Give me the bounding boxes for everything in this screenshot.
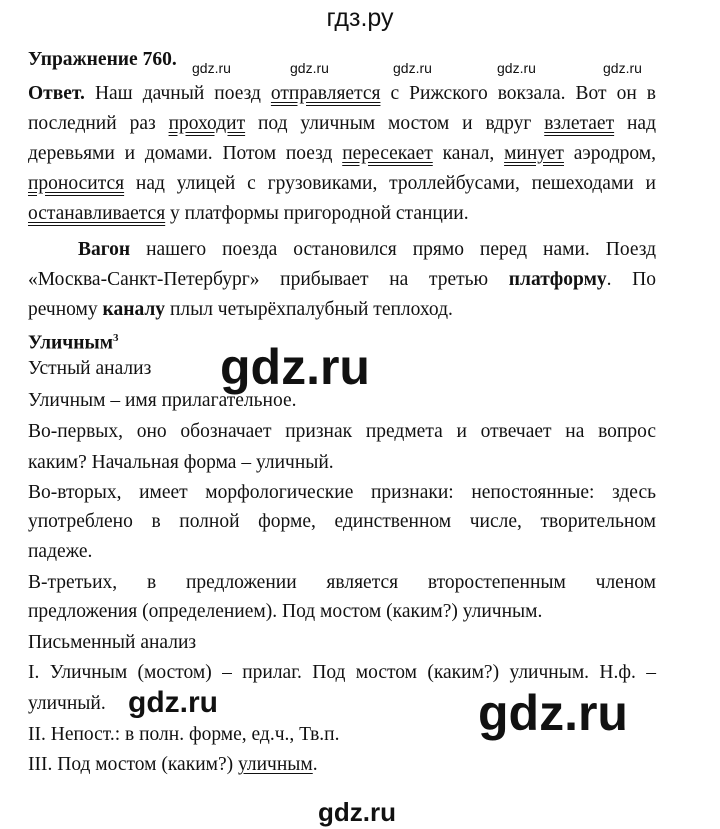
oral-line-2b: каким? Начальная форма – уличный.: [28, 452, 334, 473]
watermark-small: gdz.ru: [393, 60, 432, 76]
analysis-heading: Уличным$^3$: [28, 332, 119, 354]
answer-line-4: проносится над улицей с грузовиками, троллейбусами, пешеходами и: [28, 173, 656, 194]
watermark-big-center: gdz.ru: [220, 339, 370, 395]
paragraph2-line-3: речному каналу плыл четырёхпалубный теплоход.: [28, 299, 453, 320]
watermark-small: gdz.ru: [603, 60, 642, 76]
written-line-3: III. Под мостом (каким?) уличным.: [28, 754, 318, 775]
paragraph2-line-2: «Москва-Санкт-Петербург» прибывает на третью платформу. По: [28, 269, 656, 290]
oral-line-3a: Во-вторых, имеет морфологические признаки: непостоянные: здесь: [28, 482, 656, 503]
watermark-big-right: gdz.ru: [478, 685, 628, 741]
watermark-top: гдз.ру: [326, 4, 394, 32]
answer-line-5: останавливается у платформы пригородной станции.: [28, 203, 469, 224]
oral-line-3b: употреблено в полной форме, единственном числе, творительном: [28, 511, 656, 532]
exercise-title: Упражнение 760.: [28, 49, 177, 70]
watermark-medium-left: gdz.ru: [128, 686, 218, 719]
oral-line-2a: Во-первых, оно обозначает признак предмета и отвечает на вопрос: [28, 421, 656, 442]
watermark-small: gdz.ru: [192, 60, 231, 76]
answer-line-3: деревьями и домами. Потом поезд пересекает канал, минует аэродром,: [28, 143, 656, 164]
watermark-small: gdz.ru: [290, 60, 329, 76]
answer-label: Ответ.: [28, 83, 85, 104]
oral-line-1: Уличным – имя прилагательное.: [28, 390, 297, 411]
answer-line-2: последний раз проходит под уличным мостом и вдруг взлетает над: [28, 113, 657, 134]
oral-analysis-title: Устный анализ: [28, 358, 152, 379]
written-line-2: II. Непост.: в полн. форме, ед.ч., Тв.п.: [28, 724, 340, 745]
written-line-1b: уличный.: [28, 693, 106, 714]
written-analysis-title: Письменный анализ: [28, 632, 197, 653]
oral-line-3c: падеже.: [28, 541, 93, 562]
watermark-bottom: gdz.ru: [318, 797, 396, 827]
paragraph2-line-1: Вагон нашего поезда остановился прямо перед нами. Поезд: [78, 239, 656, 260]
answer-line-1: Ответ. Наш дачный поезд отправляется с Рижского вокзала. Вот он в: [28, 83, 656, 104]
oral-line-4b: предложения (определением). Под мостом (каким?) уличным.: [28, 601, 543, 622]
watermark-small: gdz.ru: [497, 60, 536, 76]
written-line-1a: I. Уличным (мостом) – прилаг. Под мостом (каким?) уличным. Н.ф. –: [28, 662, 656, 683]
oral-line-4a: В-третьих, в предложении является второстепенным членом: [28, 572, 656, 593]
